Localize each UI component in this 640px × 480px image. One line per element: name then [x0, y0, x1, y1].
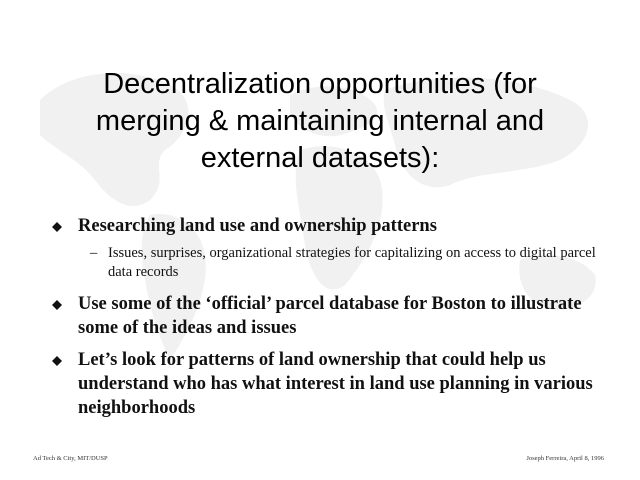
dash-bullet-icon: – — [90, 245, 98, 261]
diamond-bullet-icon — [52, 356, 62, 366]
bullet-item — [50, 292, 610, 340]
bullet-text: Use some of the ‘official’ parcel database for Boston to illustrate some of the ideas and issues — [78, 294, 582, 338]
title-line: Decentralization opportunities (for — [103, 68, 537, 100]
title-line: merging & maintaining internal and — [95, 105, 545, 137]
footer-right: Joseph Ferreira, April 8, 1996 — [526, 455, 604, 462]
sub-bullet-text: Issues, surprises, organizational strategies for capitalizing on access to digital parcel data records — [108, 245, 596, 280]
title-line: external datasets): — [200, 142, 440, 174]
bullet-item — [50, 348, 610, 420]
slide-title — [40, 66, 600, 177]
bullet-text: Let’s look for patterns of land ownership that could help us understand who has what interest in land use planning in various neighborhoods — [78, 350, 593, 418]
bullet-list — [50, 214, 610, 420]
sub-bullet-item — [50, 244, 610, 282]
bullet-item — [50, 214, 610, 238]
bullet-text: Researching land use and ownership patterns — [78, 216, 437, 236]
footer-left: Ad Tech & City, MIT/DUSP — [33, 455, 108, 462]
diamond-bullet-icon — [52, 300, 62, 310]
diamond-bullet-icon — [52, 222, 62, 232]
